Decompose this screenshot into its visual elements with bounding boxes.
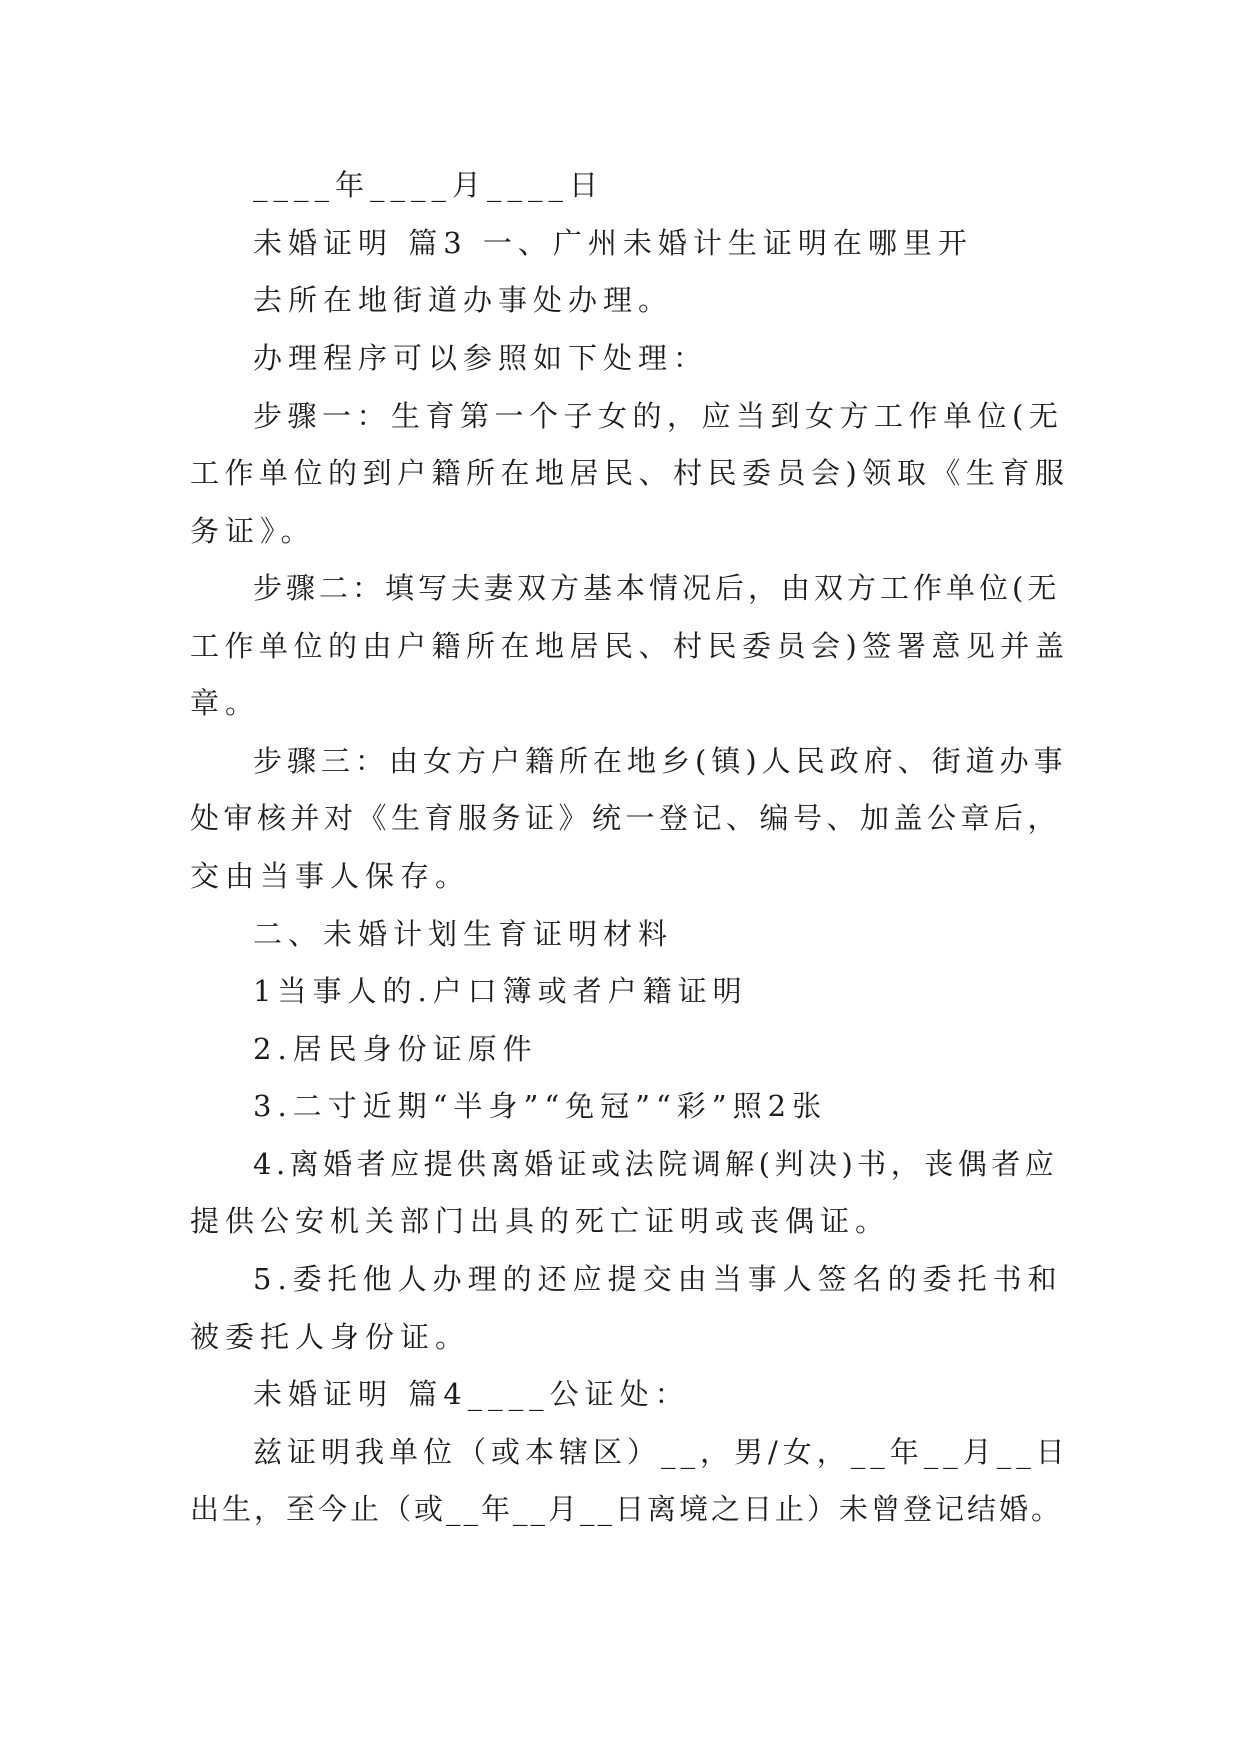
paragraph-line: 工作单位的到户籍所在地居民、村民委员会)领取《生育服 xyxy=(190,456,1070,490)
paragraph-line: 章。 xyxy=(190,686,261,720)
paragraph-line: 交由当事人保存。 xyxy=(190,859,471,893)
paragraph-line: 工作单位的由户籍所在地居民、村民委员会)签署意见并盖 xyxy=(190,629,1070,663)
section-heading-3: 未婚证明 篇3 一、广州未婚计生证明在哪里开 xyxy=(253,226,973,260)
paragraph-line: 处审核并对《生育服务证》统一登记、编号、加盖公章后， xyxy=(190,801,1062,835)
section-heading: 二、未婚计划生育证明材料 xyxy=(253,917,674,951)
paragraph-line: 步骤一：生育第一个子女的，应当到女方工作单位(无 xyxy=(253,399,1064,433)
list-item-continuation: 提供公安机关部门出具的死亡证明或丧偶证。 xyxy=(190,1204,891,1238)
paragraph-line: 办理程序可以参照如下处理： xyxy=(253,341,709,375)
paragraph-line: 去所在地街道办事处办理。 xyxy=(253,283,674,317)
list-item: 1当事人的.户口簿或者户籍证明 xyxy=(253,974,748,1008)
paragraph-line: 步骤二：填写夫妻双方基本情况后，由双方工作单位(无 xyxy=(253,571,1061,605)
list-item-continuation: 被委托人身份证。 xyxy=(190,1320,471,1354)
section-heading-4: 未婚证明 篇4____公证处： xyxy=(253,1377,690,1411)
paragraph-line: 务证》。 xyxy=(190,514,316,548)
paragraph-line: 兹证明我单位（或本辖区）__，男/女，__年__月__日 xyxy=(253,1435,1070,1469)
list-item: 2.居民身份证原件 xyxy=(253,1032,538,1066)
list-item: 4.离婚者应提供离婚证或法院调解(判决)书，丧偶者应 xyxy=(253,1147,1059,1181)
date-line: ____年____月____日 xyxy=(253,168,605,202)
list-item: 5.委托他人办理的还应提交由当事人签名的委托书和 xyxy=(253,1262,1063,1296)
paragraph-line: 出生，至今止（或__年__月__日离境之日止）未曾登记结婚。 xyxy=(190,1492,1064,1526)
list-item: 3.二寸近期“半身”“免冠”“彩”照2张 xyxy=(253,1089,828,1123)
paragraph-line: 步骤三：由女方户籍所在地乡(镇)人民政府、街道办事 xyxy=(253,744,1068,778)
